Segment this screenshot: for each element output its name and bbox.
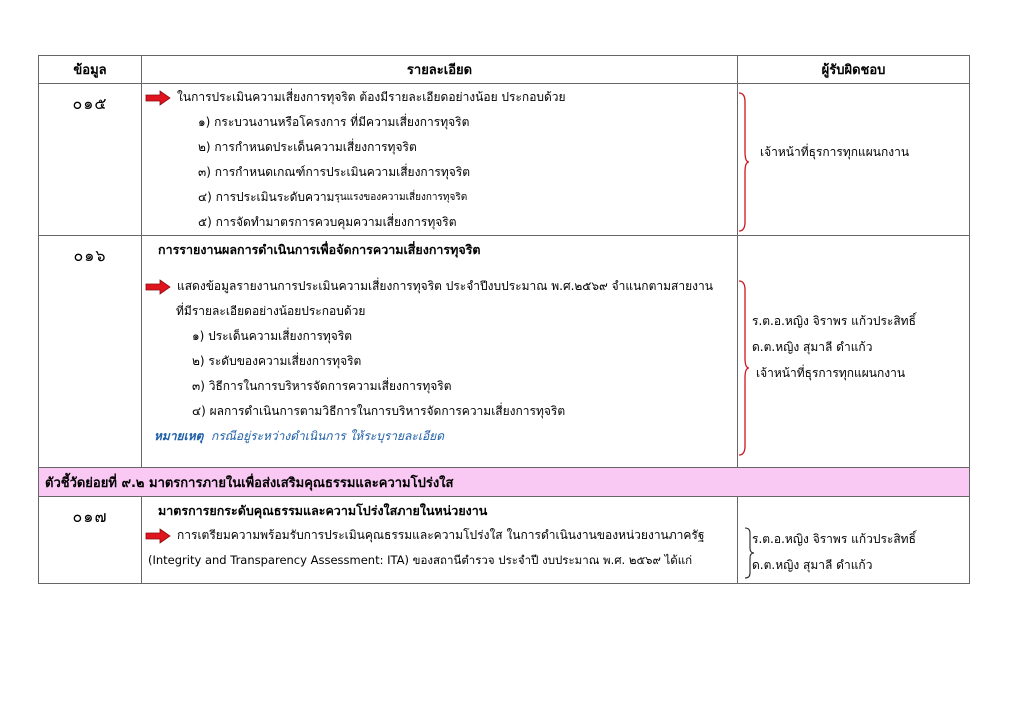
lead-text: แสดงข้อมูลรายงานการประเมินความเสี่ยงการทุจริต ประจำปีงบประมาณ พ.ศ.๒๕๖๙ จำแนกตามสายงาน — [177, 279, 713, 293]
list-item: ๑) กระบวนงานหรือโครงการ ที่มีความเสี่ยงการทุจริต — [198, 115, 470, 129]
list-item: ๕) การจัดทำมาตรการควบคุมความเสี่ยงการทุจริต — [198, 215, 457, 229]
right-curly-brace-icon — [738, 92, 750, 232]
table-row-017 — [39, 497, 970, 584]
red-right-arrow-icon — [145, 279, 171, 295]
note-label: หมายเหตุ — [154, 429, 204, 443]
header-detail: รายละเอียด — [142, 56, 738, 84]
row-responsible — [738, 497, 970, 584]
responsible-line: ร.ต.อ.หญิง จิราพร แก้วประสิทธิ์ — [752, 532, 916, 546]
row-code: ๐๑๗ — [39, 497, 142, 584]
responsible-line: เจ้าหน้าที่ธุรการทุกแผนกงาน — [760, 145, 910, 159]
lead-line — [142, 85, 737, 110]
section-row — [39, 468, 970, 497]
list-item: ๓) วิธีการในการบริหารจัดการความเสี่ยงการทุจริต — [192, 379, 452, 393]
right-curly-brace-icon — [738, 280, 750, 456]
list-item: ๒) ระดับของความเสี่ยงการทุจริต — [192, 354, 362, 368]
row-responsible — [738, 84, 970, 236]
lead-line — [142, 274, 737, 299]
lead-text: การเตรียมความพร้อมรับการประเมินคุณธรรมและความโปร่งใส ในการดำเนินงานของหน่วยงานภาครัฐ — [177, 528, 705, 542]
lead-continuation: ที่มีรายละเอียดอย่างน้อยประกอบด้วย — [176, 304, 366, 318]
list-item-text: ๔) การประเมินระดับความ — [198, 190, 335, 204]
row-heading: การรายงานผลการดำเนินการเพื่อจัดการความเสี่ยงการทุจริต — [158, 242, 481, 257]
list-item-small-text: รุนแรงของความเสี่ยงการทุจริต — [334, 192, 468, 203]
list-item: ๔) ผลการดำเนินการตามวิธีการในการบริหารจัดการความเสี่ยงการทุจริต — [192, 404, 566, 418]
responsibility-table — [38, 55, 970, 584]
list-item: ๓) การกำหนดเกณฑ์การประเมินความเสี่ยงการทุจริต — [198, 165, 471, 179]
row-code: ๐๑๖ — [39, 236, 142, 468]
red-right-arrow-icon — [145, 90, 171, 106]
lead-continuation: (Integrity and Transparency Assessment: ITA) ของสถานีตำรวจ ประจำปี งบประมาณ พ.ศ. ๒๕๖๙ ได้แก่ — [148, 553, 693, 567]
row-code: ๐๑๕ — [39, 84, 142, 236]
row-detail — [142, 236, 738, 468]
table-header-row — [39, 56, 970, 84]
table-row-015 — [39, 84, 970, 236]
list-item — [142, 185, 737, 210]
list-item: ๒) การกำหนดประเด็นความเสี่ยงการทุจริต — [198, 140, 417, 154]
list-item: ๑) ประเด็นความเสี่ยงการทุจริต — [192, 329, 353, 343]
header-info: ข้อมูล — [39, 56, 142, 84]
row-responsible — [738, 236, 970, 468]
note-line — [142, 424, 737, 449]
row-heading: มาตรการยกระดับคุณธรรมและความโปร่งใสภายในหน่วยงาน — [158, 503, 488, 518]
header-responsible: ผู้รับผิดชอบ — [738, 56, 970, 84]
section-title: ตัวชี้วัดย่อยที่ ๙.๒ มาตรการภายในเพื่อส่งเสริมคุณธรรมและความโปร่งใส — [39, 468, 970, 497]
responsible-line: ด.ต.หญิง สุมาลี ดำแก้ว — [752, 340, 873, 354]
table-row-016 — [39, 236, 970, 468]
responsible-line: ร.ต.อ.หญิง จิราพร แก้วประสิทธิ์ — [752, 314, 916, 328]
lead-line — [142, 523, 737, 548]
row-detail — [142, 497, 738, 584]
responsible-line: ด.ต.หญิง สุมาลี ดำแก้ว — [752, 558, 873, 572]
note-text: กรณีอยู่ระหว่างดำเนินการ ให้ระบุรายละเอียด — [211, 429, 444, 443]
red-right-arrow-icon — [145, 528, 171, 544]
row-detail — [142, 84, 738, 236]
responsible-line: เจ้าหน้าที่ธุรการทุกแผนกงาน — [756, 366, 906, 380]
lead-text: ในการประเมินความเสี่ยงการทุจริต ต้องมีรายละเอียดอย่างน้อย ประกอบด้วย — [177, 90, 566, 104]
